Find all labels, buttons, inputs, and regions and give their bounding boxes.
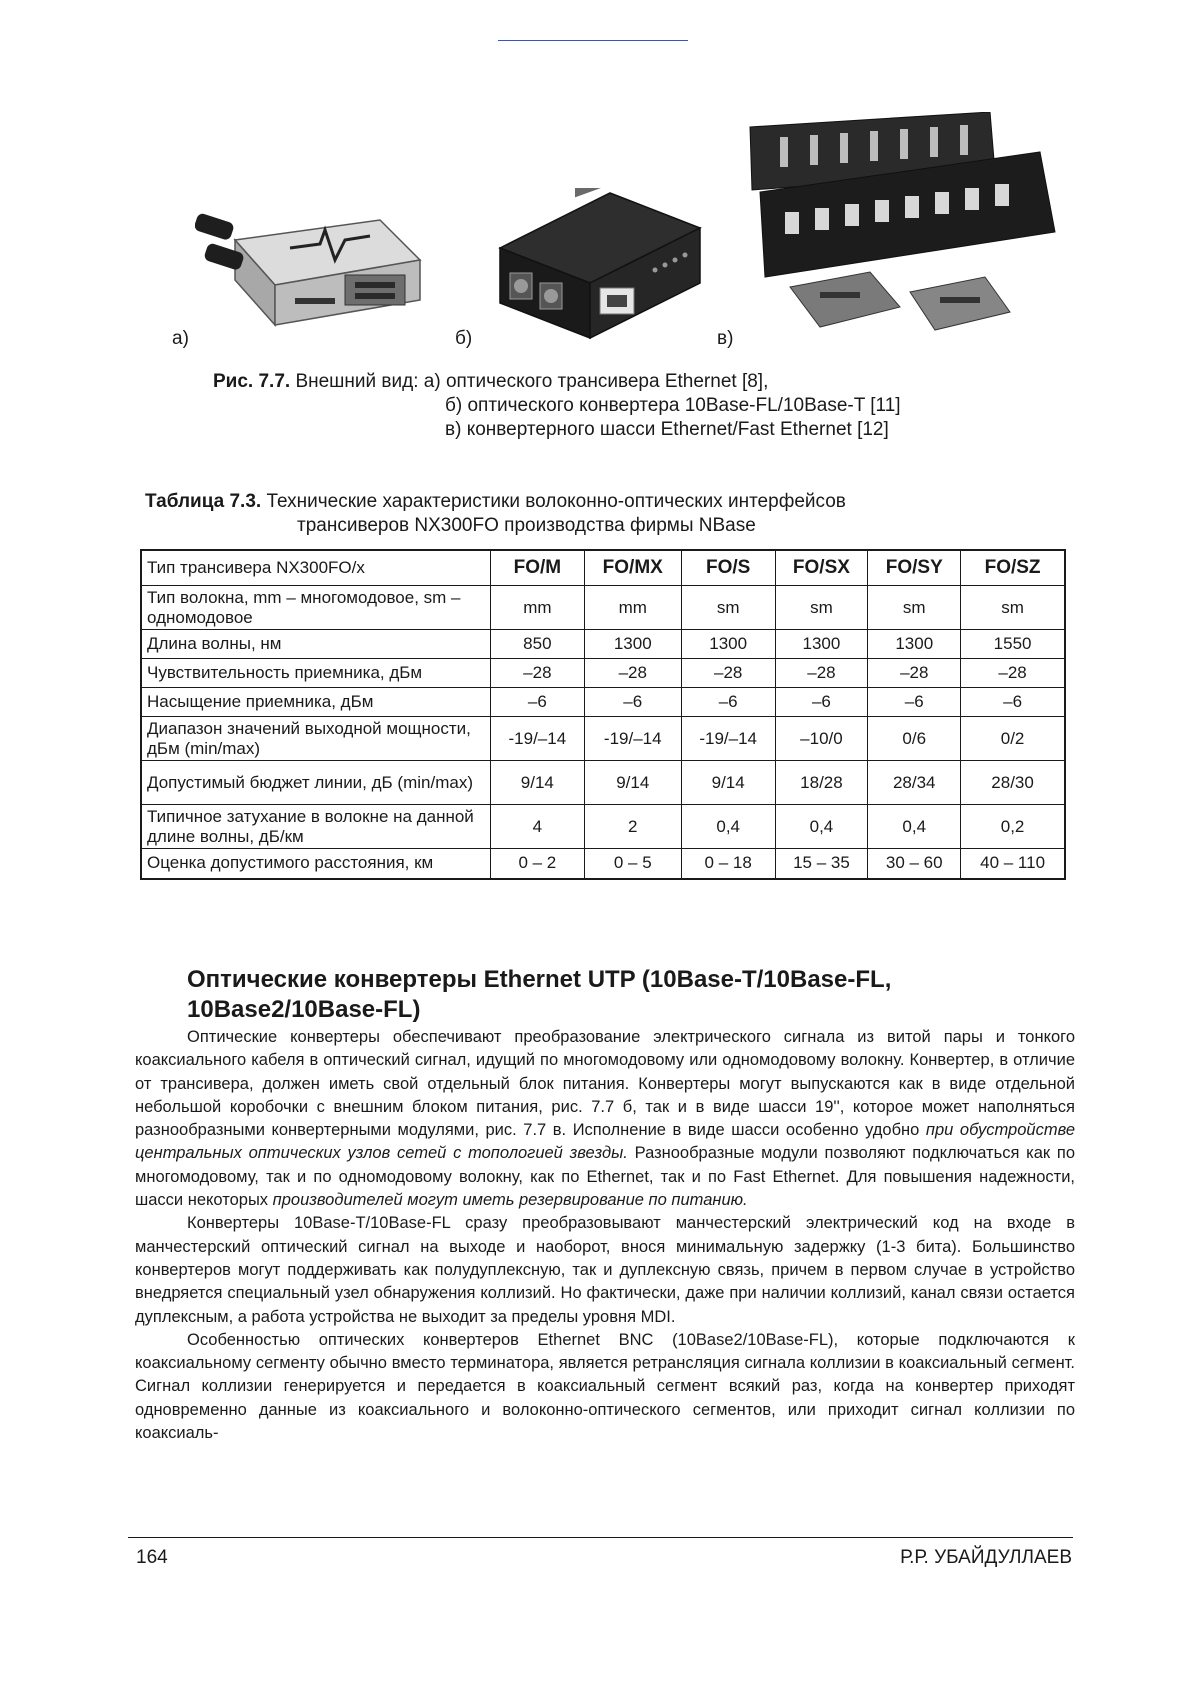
value-cell: 40 – 110 (961, 849, 1065, 879)
value-cell: 9/14 (491, 761, 585, 805)
footer-rule (128, 1537, 1073, 1538)
value-cell: –28 (681, 659, 775, 688)
page-number: 164 (136, 1547, 168, 1568)
figure-label-b: б) (455, 328, 473, 349)
table-header-row (141, 550, 1065, 586)
paragraph-1-text: Оптические конвертеры обеспечивают преобразование электрического сигнала из витой пары и тонкого коаксиального кабеля в оптический сигнал, идущий по многомодовому или одномодовому волокну. Конвертер, в отличие от трансивера, должен иметь свой отдельный блок питания. Конвертеры могут выпускаются как в виде отдельной небольшой коробочки с внешним блоком питания, рис. 7.7 б, так и в виде шасси 19'', которое может наполняться разнообразными конвертерными модулями, рис. 7.7 в. Исполнение в виде шасси особенно удобно (135, 1028, 1075, 1140)
value-cell: 0,4 (868, 805, 961, 849)
paragraph-1 (135, 1026, 1075, 1212)
param-cell: Диапазон значений выходной мощности, дБм (min/max) (141, 717, 491, 761)
table-row (141, 761, 1065, 805)
paragraph-2: Конвертеры 10Base-T/10Base-FL сразу преобразовывают манчестерский электрический код на входе в манчестерский оптический сигнал на выходе и наоборот, внося минимальную задержку (1-3 бита). Большинство конвертеров могут поддерживать как полудуплексную, так и дуплексную связь, причем в первом случае в устройство внедряется специальный узел обнаружения коллизий. Но фактически, даже при наличии коллизий, канал связи остается дуплексным, а работа устройства не выходит за пределы уровня MDI. (135, 1214, 1075, 1326)
transceiver-photo (195, 200, 430, 350)
value-cell: 0,4 (775, 805, 868, 849)
param-cell: Чувствительность приемника, дБм (141, 659, 491, 688)
figure-caption-line-2: б) оптического конвертера 10Base-FL/10Base-T [11] (445, 395, 901, 416)
header-cell-fo-sx: FO/SX (775, 550, 868, 586)
figure-caption-prefix: Рис. 7.7. (213, 371, 291, 392)
value-cell: –6 (681, 688, 775, 717)
value-cell: –28 (775, 659, 868, 688)
value-cell: –6 (961, 688, 1065, 717)
value-cell: sm (681, 586, 775, 630)
value-cell: –10/0 (775, 717, 868, 761)
paragraph-3: Особенностью оптических конвертеров Ethernet BNC (10Base2/10Base-FL), которые подключаются к коаксиальному сегменту обычно вместо терминатора, является ретрансляция сигнала коллизии в коаксиальный сегмент. Сигнал коллизии генерируется и передается в коаксиальный сегмент всякий раз, когда на конвертер приходят одновременно данные из коаксиального и волоконно-оптического сегментов, или приходит сигнал коллизии по коаксиаль- (135, 1330, 1075, 1443)
body-text (135, 1026, 1075, 1445)
value-cell: 1300 (681, 630, 775, 659)
value-cell: 4 (491, 805, 585, 849)
value-cell: –28 (961, 659, 1065, 688)
header-cell-fo-sy: FO/SY (868, 550, 961, 586)
paragraph-1-italic-2: производителей могут иметь резервирование по питанию. (268, 1191, 748, 1210)
paragraph-1-text-2: Разнообразные модули позволяют подключаться как по многомодовому, так и по одномодовому волокну, как по Ethernet, так и по Fast Ethernet. Для повышения надежности, шасси некоторых (135, 1144, 1075, 1210)
value-cell: –6 (584, 688, 681, 717)
value-cell: 0 – 2 (491, 849, 585, 879)
param-cell: Допустимый бюджет линии, дБ (min/max) (141, 761, 491, 805)
figure-caption-line-1: Внешний вид: а) оптического трансивера Ethernet [8], (295, 371, 769, 392)
value-cell: mm (584, 586, 681, 630)
value-cell: 18/28 (775, 761, 868, 805)
value-cell: mm (491, 586, 585, 630)
value-cell: 0 – 5 (584, 849, 681, 879)
value-cell: -19/–14 (584, 717, 681, 761)
value-cell: 1300 (868, 630, 961, 659)
value-cell: 9/14 (681, 761, 775, 805)
figure-caption (213, 370, 901, 442)
param-cell: Длина волны, нм (141, 630, 491, 659)
value-cell: 0/6 (868, 717, 961, 761)
header-cell-fo-m: FO/M (491, 550, 585, 586)
value-cell: sm (775, 586, 868, 630)
value-cell: –6 (491, 688, 585, 717)
spec-table (140, 549, 1066, 880)
converter-photo (480, 188, 705, 343)
header-link-rule (498, 40, 688, 41)
value-cell: 850 (491, 630, 585, 659)
value-cell: 1550 (961, 630, 1065, 659)
param-cell: Типичное затухание в волокне на данной длине волны, дБ/км (141, 805, 491, 849)
value-cell: –6 (775, 688, 868, 717)
table-row (141, 717, 1065, 761)
section-heading: Оптические конвертеры Ethernet UTP (10Base-T/10Base-FL, 10Base2/10Base-FL) (187, 966, 892, 1023)
value-cell: 30 – 60 (868, 849, 961, 879)
value-cell: -19/–14 (681, 717, 775, 761)
value-cell: –28 (868, 659, 961, 688)
value-cell: 15 – 35 (775, 849, 868, 879)
header-cell-fo-mx: FO/MX (584, 550, 681, 586)
figure-label-a: а) (172, 328, 189, 349)
table-caption-line-1: Технические характеристики волоконно-оптических интерфейсов (266, 491, 846, 512)
header-cell-type: Тип трансивера NX300FO/x (141, 550, 491, 586)
value-cell: sm (868, 586, 961, 630)
figure-label-c: в) (717, 328, 734, 349)
table-row (141, 630, 1065, 659)
table-caption-prefix: Таблица 7.3. (145, 491, 262, 512)
value-cell: 1300 (584, 630, 681, 659)
value-cell: –28 (584, 659, 681, 688)
header-cell-fo-s: FO/S (681, 550, 775, 586)
value-cell: 0,4 (681, 805, 775, 849)
table-row (141, 805, 1065, 849)
header-cell-fo-sz: FO/SZ (961, 550, 1065, 586)
value-cell: –6 (868, 688, 961, 717)
table-caption (145, 490, 846, 538)
table-row (141, 586, 1065, 630)
value-cell: 1300 (775, 630, 868, 659)
paragraph-1-italic-1: при обустройстве центральных оптических узлов сетей с топологией звезды. (135, 1121, 1076, 1163)
figure-caption-line-3: в) конвертерного шасси Ethernet/Fast Ethernet [12] (445, 419, 889, 440)
table-row (141, 849, 1065, 879)
table-row (141, 659, 1065, 688)
param-cell: Тип волокна, mm – многомодовое, sm – одномодовое (141, 586, 491, 630)
param-cell: Оценка допустимого расстояния, км (141, 849, 491, 879)
value-cell: 2 (584, 805, 681, 849)
table-row (141, 688, 1065, 717)
value-cell: –28 (491, 659, 585, 688)
author-name: Р.Р. УБАЙДУЛЛАЕВ (900, 1547, 1072, 1568)
value-cell: 9/14 (584, 761, 681, 805)
value-cell: 0/2 (961, 717, 1065, 761)
value-cell: -19/–14 (491, 717, 585, 761)
value-cell: sm (961, 586, 1065, 630)
table-caption-line-2: трансиверов NX300FO производства фирмы NBase (297, 515, 756, 536)
param-cell: Насыщение приемника, дБм (141, 688, 491, 717)
value-cell: 0 – 18 (681, 849, 775, 879)
value-cell: 28/30 (961, 761, 1065, 805)
value-cell: 28/34 (868, 761, 961, 805)
value-cell: 0,2 (961, 805, 1065, 849)
chassis-photo (740, 112, 1065, 347)
